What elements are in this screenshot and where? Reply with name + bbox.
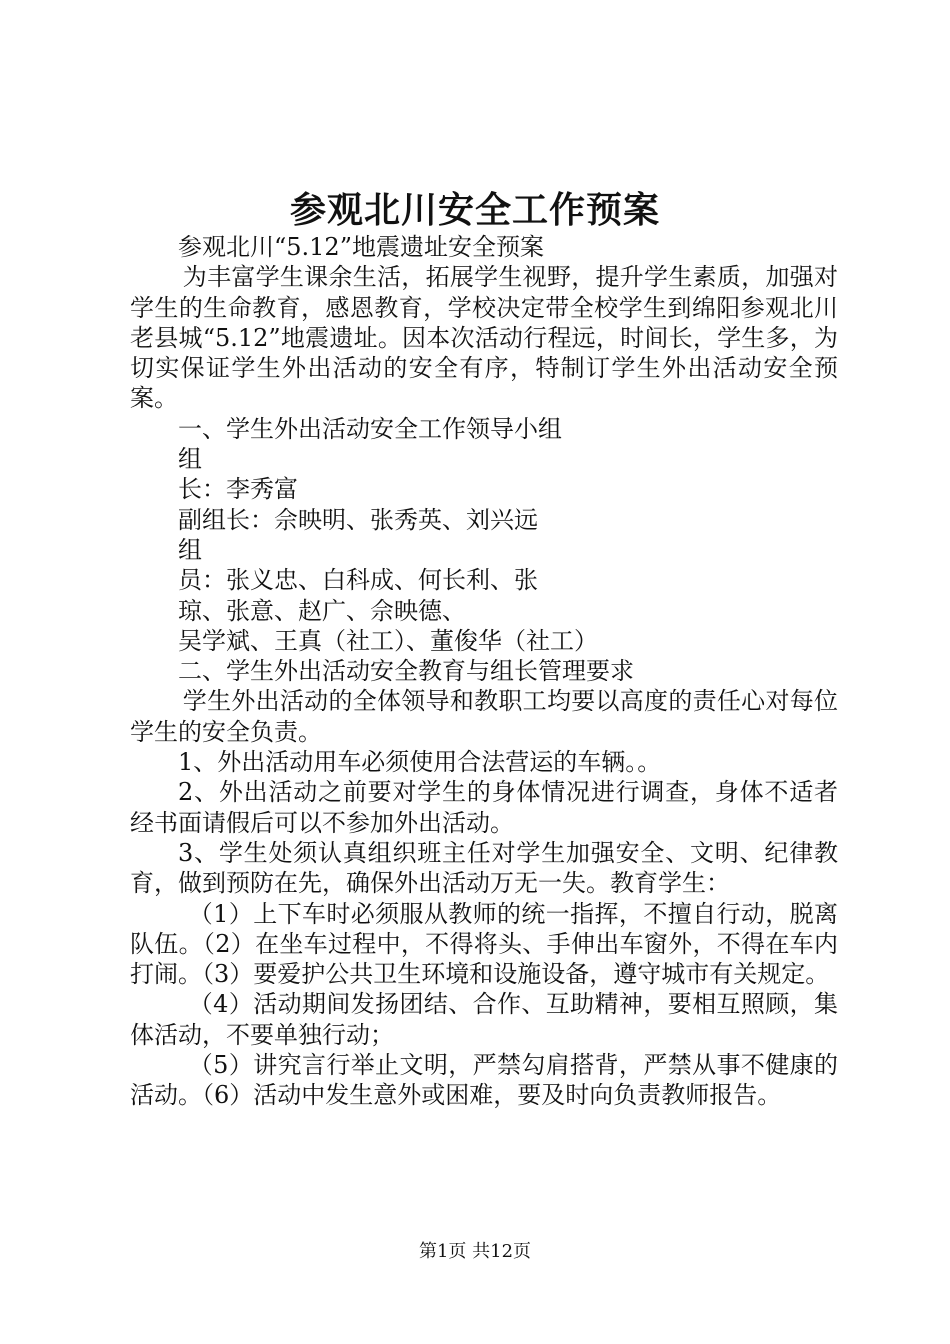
- section-heading-2: 二、学生外出活动安全教育与组长管理要求: [178, 657, 634, 686]
- intro-paragraph: 为丰富学生课余生活，拓展学生视野，提升学生素质，加强对学生的生命教育，感恩教育，学校决定带全校学生到绵阳参观北川老县城“5.12”地震遗址。因本次活动行程远，时间长，学生多，为切实保证学生外出活动的安全有序，特制订学生外出活动安全预案。: [130, 263, 838, 413]
- deputy-leader-line: 副组长：佘映明、张秀英、刘兴远: [178, 505, 538, 534]
- instruction-1-3-paragraph: （1）上下车时必须服从教师的统一指挥，不擅自行动，脱离队伍。（2）在坐车过程中，不得将头、手伸出车窗外，不得在车内打闹。（3）要爱护公共卫生环境和设施设备，遵守城市有关规定。: [130, 899, 838, 989]
- responsibility-paragraph: 学生外出活动的全体领导和教职工均要以高度的责任心对每位学生的安全负责。: [130, 687, 838, 746]
- member-label-line: 组: [178, 535, 202, 564]
- members-line-1: 员：张义忠、白科成、何长利、张: [178, 566, 538, 595]
- instruction-4-paragraph: （4）活动期间发扬团结、合作、互助精神，要相互照顾，集体活动，不要单独行动；: [130, 990, 838, 1049]
- rule-1-paragraph: 1、外出活动用车必须使用合法营运的车辆。。: [178, 748, 662, 777]
- rule-3-paragraph: 3、学生处须认真组织班主任对学生加强安全、文明、纪律教育，做到预防在先，确保外出活动万无一失。教育学生：: [130, 838, 838, 898]
- page-indicator: 第1页 共12页: [418, 1241, 532, 1262]
- document-title: 参观北川安全工作预案: [289, 189, 660, 231]
- leader-name-line: 长：李秀富: [178, 475, 298, 504]
- members-line-3: 吴学斌、王真（社工）、董俊华（社工）: [178, 626, 598, 655]
- document-body: [130, 232, 838, 1111]
- members-line-2: 琼、张意、赵广、佘映德、: [178, 596, 466, 625]
- rule-2-paragraph: 2、外出活动之前要对学生的身体情况进行调查，身体不适者经书面请假后可以不参加外出活动。: [130, 778, 838, 837]
- subtitle-paragraph: 参观北川“5.12”地震遗址安全预案: [178, 233, 544, 261]
- leader-label-line: 组: [178, 445, 202, 474]
- section-heading-1: 一、学生外出活动安全工作领导小组: [178, 414, 562, 443]
- instruction-5-6-paragraph: （5）讲究言行举止文明，严禁勾肩搭背，严禁从事不健康的活动。（6）活动中发生意外或困难，要及时向负责教师报告。: [130, 1051, 838, 1110]
